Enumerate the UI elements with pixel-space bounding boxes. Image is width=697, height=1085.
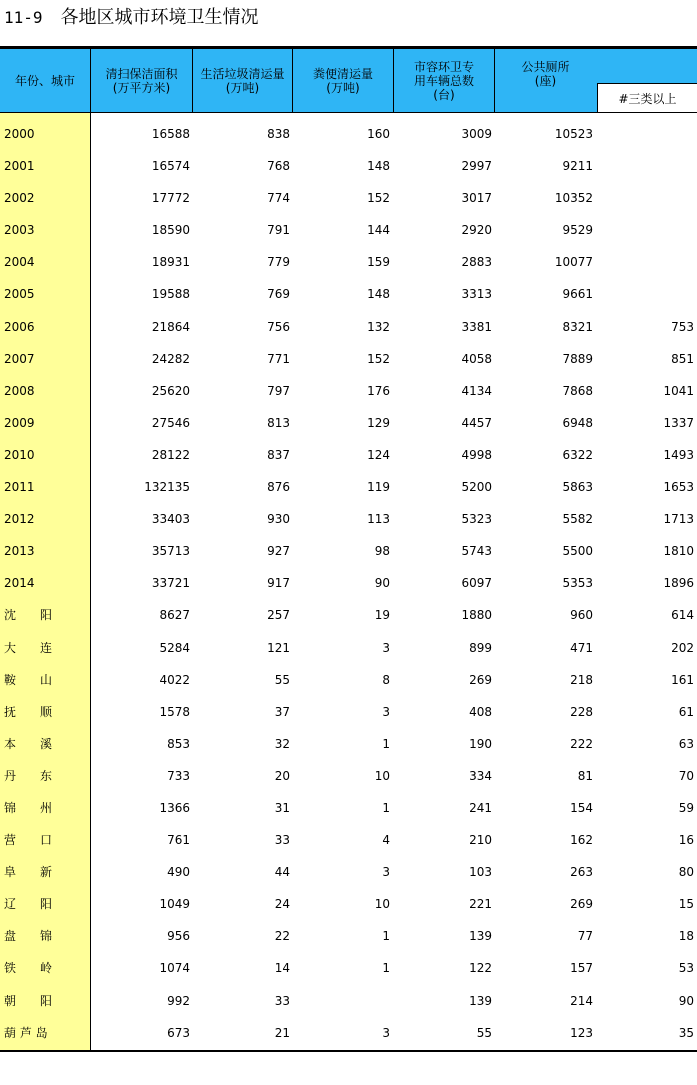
table-cell: 10	[374, 897, 390, 912]
table-cell: 1880	[461, 608, 492, 623]
table-cell: 3017	[461, 191, 492, 206]
header-unit: (台)	[433, 87, 455, 102]
table-cell: 176	[367, 383, 390, 398]
table-cell	[294, 993, 390, 1009]
table-cell: 59	[678, 800, 694, 815]
table-cell: 1337	[663, 415, 694, 430]
row-label: 2012	[4, 512, 35, 527]
table-cell: 20	[274, 768, 290, 783]
header-label: 生活垃圾清运量	[200, 66, 285, 81]
table-cell: 37	[274, 704, 290, 719]
table-cell: 9529	[562, 223, 593, 238]
table-cell	[597, 286, 694, 302]
table-cell: 838	[267, 127, 290, 141]
row-label: 营 口	[4, 833, 53, 848]
header-stub	[0, 49, 90, 112]
table-cell: 61	[678, 704, 694, 719]
table-cell: 10077	[554, 255, 593, 270]
table-cell: 1366	[159, 800, 190, 815]
table-cell: 334	[469, 768, 492, 783]
table-cell: 3009	[461, 127, 492, 141]
header-unit: (座)	[534, 74, 557, 88]
table-cell: 9211	[562, 159, 593, 174]
row-label: 朝 阳	[4, 993, 53, 1008]
table-cell: 3381	[461, 319, 492, 334]
table-cell: 490	[167, 865, 190, 880]
table-cell: 4022	[159, 672, 190, 687]
table-row	[0, 407, 697, 439]
table-cell: 44	[274, 865, 290, 880]
table-row	[0, 439, 697, 471]
table-row	[0, 888, 697, 920]
table-cell: 5353	[562, 576, 593, 591]
table-row	[0, 599, 697, 631]
table-cell: 18590	[151, 223, 190, 238]
table-cell: 5200	[461, 480, 492, 495]
table-cell: 55	[274, 672, 290, 687]
table-cell: 33721	[151, 576, 190, 591]
table-cell: 24	[274, 897, 290, 912]
table-cell: 25620	[151, 383, 190, 398]
table-cell: 210	[469, 833, 492, 848]
table-cell: 408	[469, 704, 492, 719]
table-cell: 756	[267, 319, 290, 334]
header-label-2: 用车辆总数	[413, 73, 474, 88]
table-cell: 7889	[562, 351, 593, 366]
table-cell: 90	[678, 993, 694, 1008]
table-cell: 35713	[151, 544, 190, 559]
table-cell: 16	[678, 833, 694, 848]
table-cell: 9661	[562, 287, 593, 302]
table-cell: 1041	[663, 383, 694, 398]
table-row	[0, 632, 697, 664]
table-cell: 956	[167, 929, 190, 944]
table-cell: 791	[267, 223, 290, 238]
table-cell: 33	[274, 833, 290, 848]
table-cell: 7868	[562, 383, 593, 398]
header-stub-label: 年份、城市	[14, 73, 75, 88]
table-cell: 8627	[159, 608, 190, 623]
row-label: 2001	[4, 159, 35, 174]
header-unit: (万平方米)	[112, 80, 171, 95]
table-cell: 132	[367, 319, 390, 334]
row-label: 2008	[4, 383, 35, 398]
table-row	[0, 728, 697, 760]
table-row	[0, 343, 697, 375]
table-row	[0, 696, 697, 728]
header-unit: (万吨)	[225, 80, 260, 95]
table-row	[0, 952, 697, 984]
table-cell: 774	[267, 191, 290, 206]
table-cell: 6097	[461, 576, 492, 591]
table-cell: 5284	[159, 640, 190, 655]
table-cell	[597, 254, 694, 270]
table-cell: 152	[367, 191, 390, 206]
table-cell: 4	[382, 833, 390, 848]
table-cell: 35	[678, 1025, 694, 1040]
table-row	[0, 375, 697, 407]
table-cell: 159	[367, 255, 390, 270]
table-row	[0, 792, 697, 824]
table-cell: 1	[382, 961, 390, 976]
bottom-rule	[0, 1050, 697, 1052]
table-cell: 21	[274, 1025, 290, 1040]
table-cell: 733	[167, 768, 190, 783]
row-label: 2011	[4, 480, 35, 495]
table-cell: 190	[469, 736, 492, 751]
table-row	[0, 824, 697, 856]
table-row	[0, 535, 697, 567]
row-label: 2009	[4, 415, 35, 430]
table-row	[0, 1017, 697, 1049]
table-cell: 8	[382, 672, 390, 687]
table-cell: 3313	[461, 287, 492, 302]
table-cell: 1	[382, 736, 390, 751]
table-cell: 27546	[151, 415, 190, 430]
table-cell: 960	[570, 608, 593, 623]
table-cell: 123	[570, 1025, 593, 1040]
table-cell: 797	[267, 383, 290, 398]
table-row	[0, 503, 697, 535]
table-cell: 221	[469, 897, 492, 912]
table-cell	[597, 190, 694, 206]
header-sanitation-vehicles	[394, 49, 494, 112]
table-cell: 162	[570, 833, 593, 848]
table-cell: 673	[167, 1025, 190, 1040]
table-row	[0, 567, 697, 599]
table-cell: 241	[469, 800, 492, 815]
table-row	[0, 985, 697, 1017]
table-cell: 14	[274, 961, 290, 976]
table-cell: 17772	[151, 191, 190, 206]
table-row	[0, 278, 697, 310]
table-cell: 930	[267, 512, 290, 527]
table-cell: 21864	[151, 319, 190, 334]
table-cell: 4058	[461, 351, 492, 366]
table-cell: 4134	[461, 383, 492, 398]
row-label: 锦 州	[4, 800, 53, 815]
page-title	[4, 6, 259, 30]
grid-line	[393, 49, 394, 113]
table-cell: 24282	[151, 351, 190, 366]
table-cell: 769	[267, 287, 290, 302]
row-label: 2013	[4, 544, 35, 559]
table-cell: 81	[577, 768, 593, 783]
table-title: 各地区城市环境卫生情况	[60, 7, 259, 28]
table-cell: 32	[274, 736, 290, 751]
table-cell: 1	[382, 800, 390, 815]
table-cell: 124	[367, 447, 390, 462]
row-label: 2007	[4, 351, 35, 366]
table-cell: 614	[671, 608, 694, 623]
table-cell: 753	[671, 319, 694, 334]
table-cell: 6322	[562, 447, 593, 462]
table-row	[0, 311, 697, 343]
row-label: 抚 顺	[4, 704, 53, 719]
table-cell: 1074	[159, 961, 190, 976]
table-cell: 154	[570, 800, 593, 815]
table-cell	[597, 158, 694, 174]
table-cell: 70	[678, 768, 694, 783]
table-cell: 63	[678, 736, 694, 751]
header-rule	[0, 112, 697, 113]
table-cell: 157	[570, 961, 593, 976]
table-cell: 19588	[151, 287, 190, 302]
row-label: 2010	[4, 447, 35, 462]
table-cell: 4998	[461, 447, 492, 462]
table-cell: 121	[267, 640, 290, 655]
row-label: 阜 新	[4, 865, 53, 880]
table-cell: 22	[274, 929, 290, 944]
table-cell: 122	[469, 961, 492, 976]
table-cell: 31	[274, 800, 290, 815]
table-cell: 471	[570, 640, 593, 655]
table-cell: 80	[678, 865, 694, 880]
table-cell: 8321	[562, 319, 593, 334]
table-cell: 1049	[159, 897, 190, 912]
row-label: 盘 锦	[4, 929, 53, 944]
row-label: 2014	[4, 576, 35, 591]
table-cell: 103	[469, 865, 492, 880]
table-cell: 837	[267, 447, 290, 462]
table-cell: 269	[469, 672, 492, 687]
table-cell: 1493	[663, 447, 694, 462]
table-row	[0, 246, 697, 278]
table-cell: 160	[367, 127, 390, 141]
header-label: 市容环卫专	[413, 59, 474, 74]
table-cell: 3	[382, 865, 390, 880]
table-row	[0, 856, 697, 888]
table-cell: 53	[678, 961, 694, 976]
grid-line	[192, 49, 193, 113]
table-cell: 148	[367, 159, 390, 174]
grid-line	[292, 49, 293, 113]
table-cell: 144	[367, 223, 390, 238]
table-body	[0, 118, 697, 1049]
table-cell: 10	[374, 768, 390, 783]
table-cell: 10523	[554, 127, 593, 141]
table-cell: 15	[678, 897, 694, 912]
row-label: 葫 芦 岛	[4, 1025, 48, 1040]
table-cell: 813	[267, 415, 290, 430]
row-label: 2003	[4, 223, 35, 238]
table-cell: 113	[367, 512, 390, 527]
table-cell: 257	[267, 608, 290, 623]
row-label: 2005	[4, 287, 35, 302]
table-cell: 10352	[554, 191, 593, 206]
table-cell: 771	[267, 351, 290, 366]
table-cell: 19	[374, 608, 390, 623]
table-cell: 853	[167, 736, 190, 751]
table-cell: 148	[367, 287, 390, 302]
row-label: 鞍 山	[4, 672, 53, 687]
table-cell: 899	[469, 640, 492, 655]
table-cell: 1653	[663, 480, 694, 495]
header-cleaning-area	[91, 49, 192, 112]
table-cell: 129	[367, 415, 390, 430]
table-cell: 5500	[562, 544, 593, 559]
table-cell: 1896	[663, 576, 694, 591]
table-cell: 90	[374, 576, 390, 591]
header-label: 清扫保洁面积	[105, 66, 178, 81]
row-label: 铁 岭	[4, 961, 53, 976]
table-cell: 851	[671, 351, 694, 366]
table-cell: 3	[382, 704, 390, 719]
table-cell: 269	[570, 897, 593, 912]
table-cell: 876	[267, 480, 290, 495]
table-cell: 139	[469, 993, 492, 1008]
table-row	[0, 471, 697, 503]
table-cell: 3	[382, 1025, 390, 1040]
table-cell: 5743	[461, 544, 492, 559]
table-cell: 132135	[144, 480, 190, 495]
table-cell: 1713	[663, 512, 694, 527]
table-cell: 33403	[151, 512, 190, 527]
grid-line	[494, 49, 495, 113]
table-cell	[597, 126, 694, 142]
row-label: 沈 阳	[4, 608, 53, 623]
table-cell: 218	[570, 672, 593, 687]
table-cell: 768	[267, 159, 290, 174]
table-cell: 33	[274, 993, 290, 1008]
table-cell: 992	[167, 993, 190, 1008]
row-label: 丹 东	[4, 768, 53, 783]
row-label: 2006	[4, 319, 35, 334]
table-cell: 3	[382, 640, 390, 655]
row-label: 2004	[4, 255, 35, 270]
table-cell: 4457	[461, 415, 492, 430]
table-cell	[597, 222, 694, 238]
table-row	[0, 214, 697, 246]
table-cell: 161	[671, 672, 694, 687]
table-cell: 18	[678, 929, 694, 944]
table-cell: 263	[570, 865, 593, 880]
table-cell: 55	[476, 1025, 492, 1040]
table-cell: 6948	[562, 415, 593, 430]
table-row	[0, 118, 697, 150]
table-cell: 927	[267, 544, 290, 559]
header-label: 公共厕所	[521, 60, 570, 74]
table-cell: 18931	[151, 255, 190, 270]
table-number: 11-9	[4, 8, 43, 27]
table-row	[0, 182, 697, 214]
table-cell: 1	[382, 929, 390, 944]
table-cell: 5323	[461, 512, 492, 527]
table-cell: 1810	[663, 544, 694, 559]
table-cell: 139	[469, 929, 492, 944]
header-label: 粪便清运量	[312, 66, 373, 81]
table-cell: 202	[671, 640, 694, 655]
table-cell: 5863	[562, 480, 593, 495]
table-cell: 222	[570, 736, 593, 751]
header-unit: (万吨)	[326, 80, 360, 95]
table-cell: 761	[167, 833, 190, 848]
table-cell: 77	[577, 929, 593, 944]
table-row	[0, 150, 697, 182]
table-cell: 779	[267, 255, 290, 270]
row-label: 2000	[4, 127, 35, 141]
table-cell: 28122	[151, 447, 190, 462]
table-cell: 2883	[461, 255, 492, 270]
table-cell: 98	[374, 544, 390, 559]
table-cell: 2920	[461, 223, 492, 238]
table-cell: 917	[267, 576, 290, 591]
table-cell: 119	[367, 480, 390, 495]
table-row	[0, 664, 697, 696]
header-excrement-volume	[293, 49, 393, 112]
header-garbage-volume	[193, 49, 292, 112]
table-cell: 16574	[151, 159, 190, 174]
row-label: 2002	[4, 191, 35, 206]
table-cell: 228	[570, 704, 593, 719]
table-cell: 16588	[151, 127, 190, 141]
table-cell: 1578	[159, 704, 190, 719]
table-row	[0, 760, 697, 792]
header-class3-label: #三类以上	[618, 91, 677, 106]
row-label: 本 溪	[4, 736, 53, 751]
header-class3-toilets	[597, 83, 697, 112]
table-cell: 214	[570, 993, 593, 1008]
table-row	[0, 920, 697, 952]
table-cell: 152	[367, 351, 390, 366]
row-label: 大 连	[4, 640, 53, 655]
table-cell: 2997	[461, 159, 492, 174]
table-cell: 5582	[562, 512, 593, 527]
header-public-toilets	[495, 49, 596, 99]
row-label: 辽 阳	[4, 897, 53, 912]
